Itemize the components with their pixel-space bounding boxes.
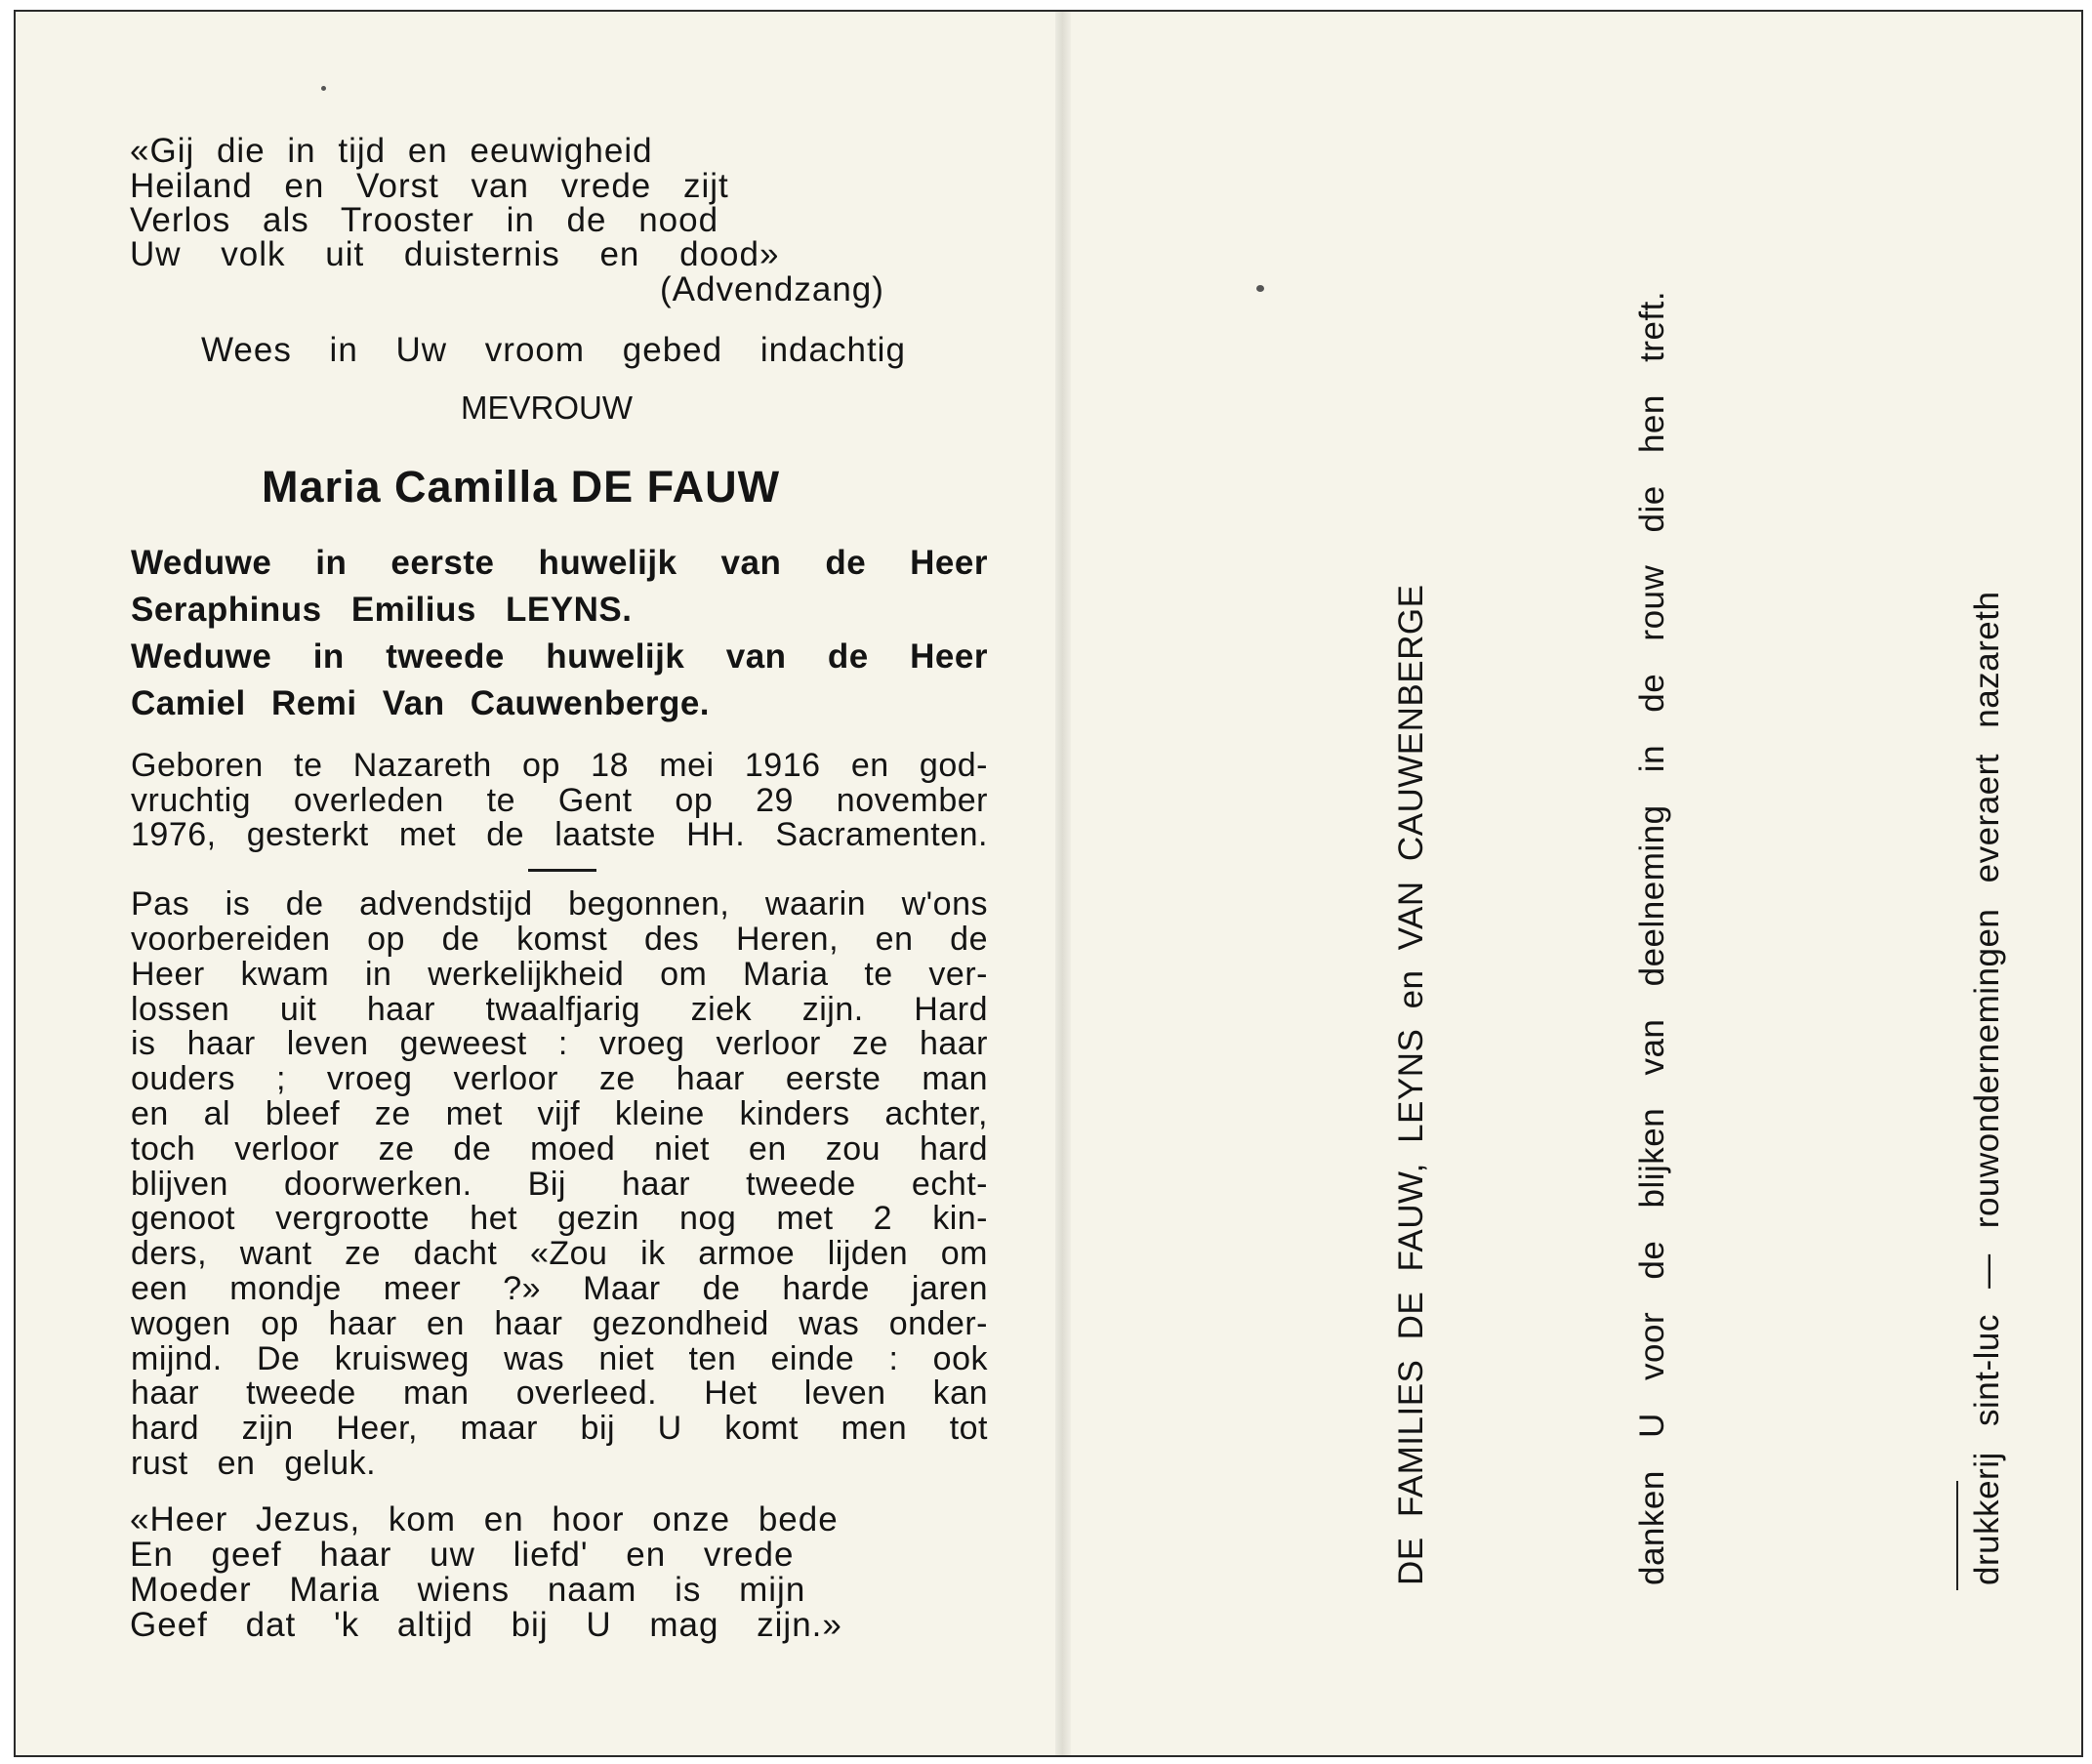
closing-poem-line-1: «Heer Jezus, kom en hoor onze bede	[130, 1500, 839, 1538]
biography-line-14: mijnd. De kruisweg was niet ten einde : ook	[131, 1340, 988, 1377]
print-speck	[321, 86, 326, 91]
marriage-line-2: Seraphinus Emilius LEYNS.	[131, 591, 633, 629]
prayer-line: Wees in Uw vroom gebed indachtig	[201, 331, 906, 369]
left-panel	[16, 12, 1055, 1755]
biography-line-5: is haar leven geweest : vroeg verloor ze haar	[131, 1025, 988, 1062]
biography-line-8: toch verloor ze de moed niet en zou hard	[131, 1130, 988, 1168]
section-divider	[528, 869, 596, 872]
biography-line-7: en al bleef ze met vijf kleine kinders achter,	[131, 1095, 988, 1132]
deceased-name: Maria Camilla DE FAUW	[262, 462, 781, 512]
closing-poem-line-2: En geef haar uw liefd' en vrede	[130, 1536, 795, 1574]
biography-line-13: wogen op haar en haar gezondheid was onder-	[131, 1305, 988, 1342]
right-panel	[1071, 12, 2083, 1755]
biography-line-17: rust en geluk.	[131, 1445, 377, 1482]
birth-death-line-3: 1976, gesterkt met de laatste HH. Sacramenten.	[131, 816, 988, 853]
birth-death-line-2: vruchtig overleden te Gent op 29 november	[131, 782, 988, 819]
intro-source: (Advendzang)	[660, 270, 884, 308]
print-speck	[1256, 285, 1264, 292]
biography-line-6: ouders ; vroeg verloor ze haar eerste man	[131, 1060, 988, 1097]
biography-line-1: Pas is de advendstijd begonnen, waarin w'ons	[131, 885, 988, 923]
biography-line-11: ders, want ze dacht «Zou ik armoe lijden om	[131, 1235, 988, 1272]
marriage-line-1: Weduwe in eerste huwelijk van de Heer	[131, 544, 988, 582]
biography-line-4: lossen uit haar twaalfjarig ziek zijn. Hard	[131, 991, 988, 1028]
biography-line-15: haar tweede man overleed. Het leven kan	[131, 1374, 988, 1412]
intro-poem-line-3: Verlos als Trooster in de nood	[130, 201, 719, 239]
salutation: MEVROUW	[461, 390, 633, 426]
intro-poem-line-2: Heiland en Vorst van vrede zijt	[130, 167, 729, 205]
marriage-line-4: Camiel Remi Van Cauwenberge.	[131, 684, 711, 722]
printer-rule	[1956, 1481, 1958, 1590]
marriage-line-3: Weduwe in tweede huwelijk van de Heer	[131, 637, 988, 676]
biography-line-12: een mondje meer ?» Maar de harde jaren	[131, 1270, 988, 1307]
birth-death-line-1: Geboren te Nazareth op 18 mei 1916 en god-	[131, 747, 988, 784]
families-line: DE FAMILIES DE FAUW, LEYNS en VAN CAUWENBERGE	[1392, 584, 1430, 1585]
biography-line-10: genoot vergrootte het gezin nog met 2 kin-	[131, 1200, 988, 1237]
memorial-card	[14, 10, 2083, 1757]
closing-poem-line-3: Moeder Maria wiens naam is mijn	[130, 1571, 806, 1609]
biography-line-2: voorbereiden op de komst des Heren, en de	[131, 921, 988, 958]
printer-line: drukkerij sint-luc — rouwondernemingen everaert nazareth	[1968, 591, 2006, 1585]
biography-line-9: blijven doorwerken. Bij haar tweede echt-	[131, 1166, 988, 1203]
closing-poem-line-4: Geef dat 'k altijd bij U mag zijn.»	[130, 1606, 842, 1644]
card-fold	[1055, 12, 1071, 1755]
biography-line-16: hard zijn Heer, maar bij U komt men tot	[131, 1410, 988, 1447]
intro-poem-line-4: Uw volk uit duisternis en dood»	[130, 235, 780, 273]
biography-line-3: Heer kwam in werkelijkheid om Maria te ver-	[131, 956, 988, 993]
thanks-line: danken U voor de blijken van deelneming in de rouw die hen treft.	[1633, 290, 1671, 1585]
intro-poem-line-1: «Gij die in tijd en eeuwigheid	[130, 132, 653, 170]
